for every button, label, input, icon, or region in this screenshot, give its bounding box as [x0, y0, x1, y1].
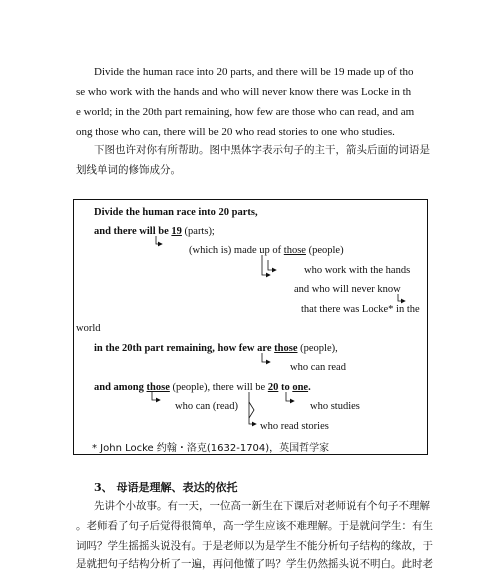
diagram-main-clause: Divide the human race into 20 parts, [94, 207, 258, 218]
diagram-modifier: and who will never know [294, 284, 401, 295]
diagram-text: in the 20th part remaining, how few are [94, 343, 275, 354]
intro-en-line: Divide the human race into 20 parts, and there will be 19 made up of tho [94, 66, 414, 78]
diagram-underlined-word: one [292, 382, 309, 393]
diagram-text: (people), there will be [169, 382, 268, 393]
diagram-modifier: that there was Locke* in the [301, 304, 420, 315]
section-heading: 3、 母语是理解、表达的依托 [94, 481, 238, 494]
sentence-diagram-box [73, 199, 428, 455]
diagram-underlined-word: 20 [267, 382, 279, 393]
diagram-underlined-word: 19 [171, 226, 182, 237]
diagram-footnote: * John Locke 约翰・洛克(1632-1704)，英国哲学家 [92, 443, 330, 454]
story-line: 词吗？学生摇摇头说没有。于是老师以为是学生不能分析句子结构的缘故，于 [76, 540, 433, 552]
diagram-text: (which is) made up of [189, 245, 284, 256]
diagram-text: . [308, 382, 311, 393]
diagram-text: and there will be [94, 226, 172, 237]
diagram-main-clause [94, 343, 338, 354]
diagram-text: (people) [305, 245, 344, 256]
intro-zh-line: 下图也许对你有所帮助。图中黑体字表示句子的主干，箭头后面的词语是 [94, 144, 430, 156]
diagram-text: to [278, 382, 293, 393]
intro-en-line: ong those who can, there will be 20 who read stories to one who studies. [76, 126, 395, 138]
diagram-modifier: who can read [290, 362, 346, 373]
diagram-text: (people), [297, 343, 338, 354]
intro-en-line: se who work with the hands and who will never know there was Locke in th [76, 86, 412, 98]
diagram-modifier: who studies [310, 401, 360, 412]
intro-zh-line: 划线单词的修饰成分。 [76, 164, 181, 176]
diagram-modifier [189, 245, 344, 256]
diagram-modifier: who can (read) [175, 401, 238, 412]
diagram-modifier: who work with the hands [304, 265, 411, 276]
diagram-underlined-word: those [146, 382, 170, 393]
diagram-underlined-word: those [274, 343, 298, 354]
diagram-main-clause [94, 382, 311, 393]
diagram-modifier: who read stories [260, 421, 329, 432]
diagram-underlined-word: those [283, 245, 306, 256]
story-line: 先讲个小故事。有一天，一位高一新生在下课后对老师说有个句子不理解 [94, 500, 430, 512]
story-line: 是就把句子结构分析了一遍，再问他懂了吗？学生仍然摇头说不明白。此时老 [76, 558, 433, 570]
diagram-text: and among [94, 382, 147, 393]
story-line: 。老师看了句子后觉得很简单，高一学生应该不难理解。于是就问学生：有生 [76, 520, 433, 532]
intro-en-line: e world; in the 20th part remaining, how few are those who can read, and am [76, 106, 415, 118]
diagram-modifier: world [76, 323, 101, 334]
diagram-main-clause [94, 226, 215, 237]
diagram-text: (parts); [181, 226, 215, 237]
